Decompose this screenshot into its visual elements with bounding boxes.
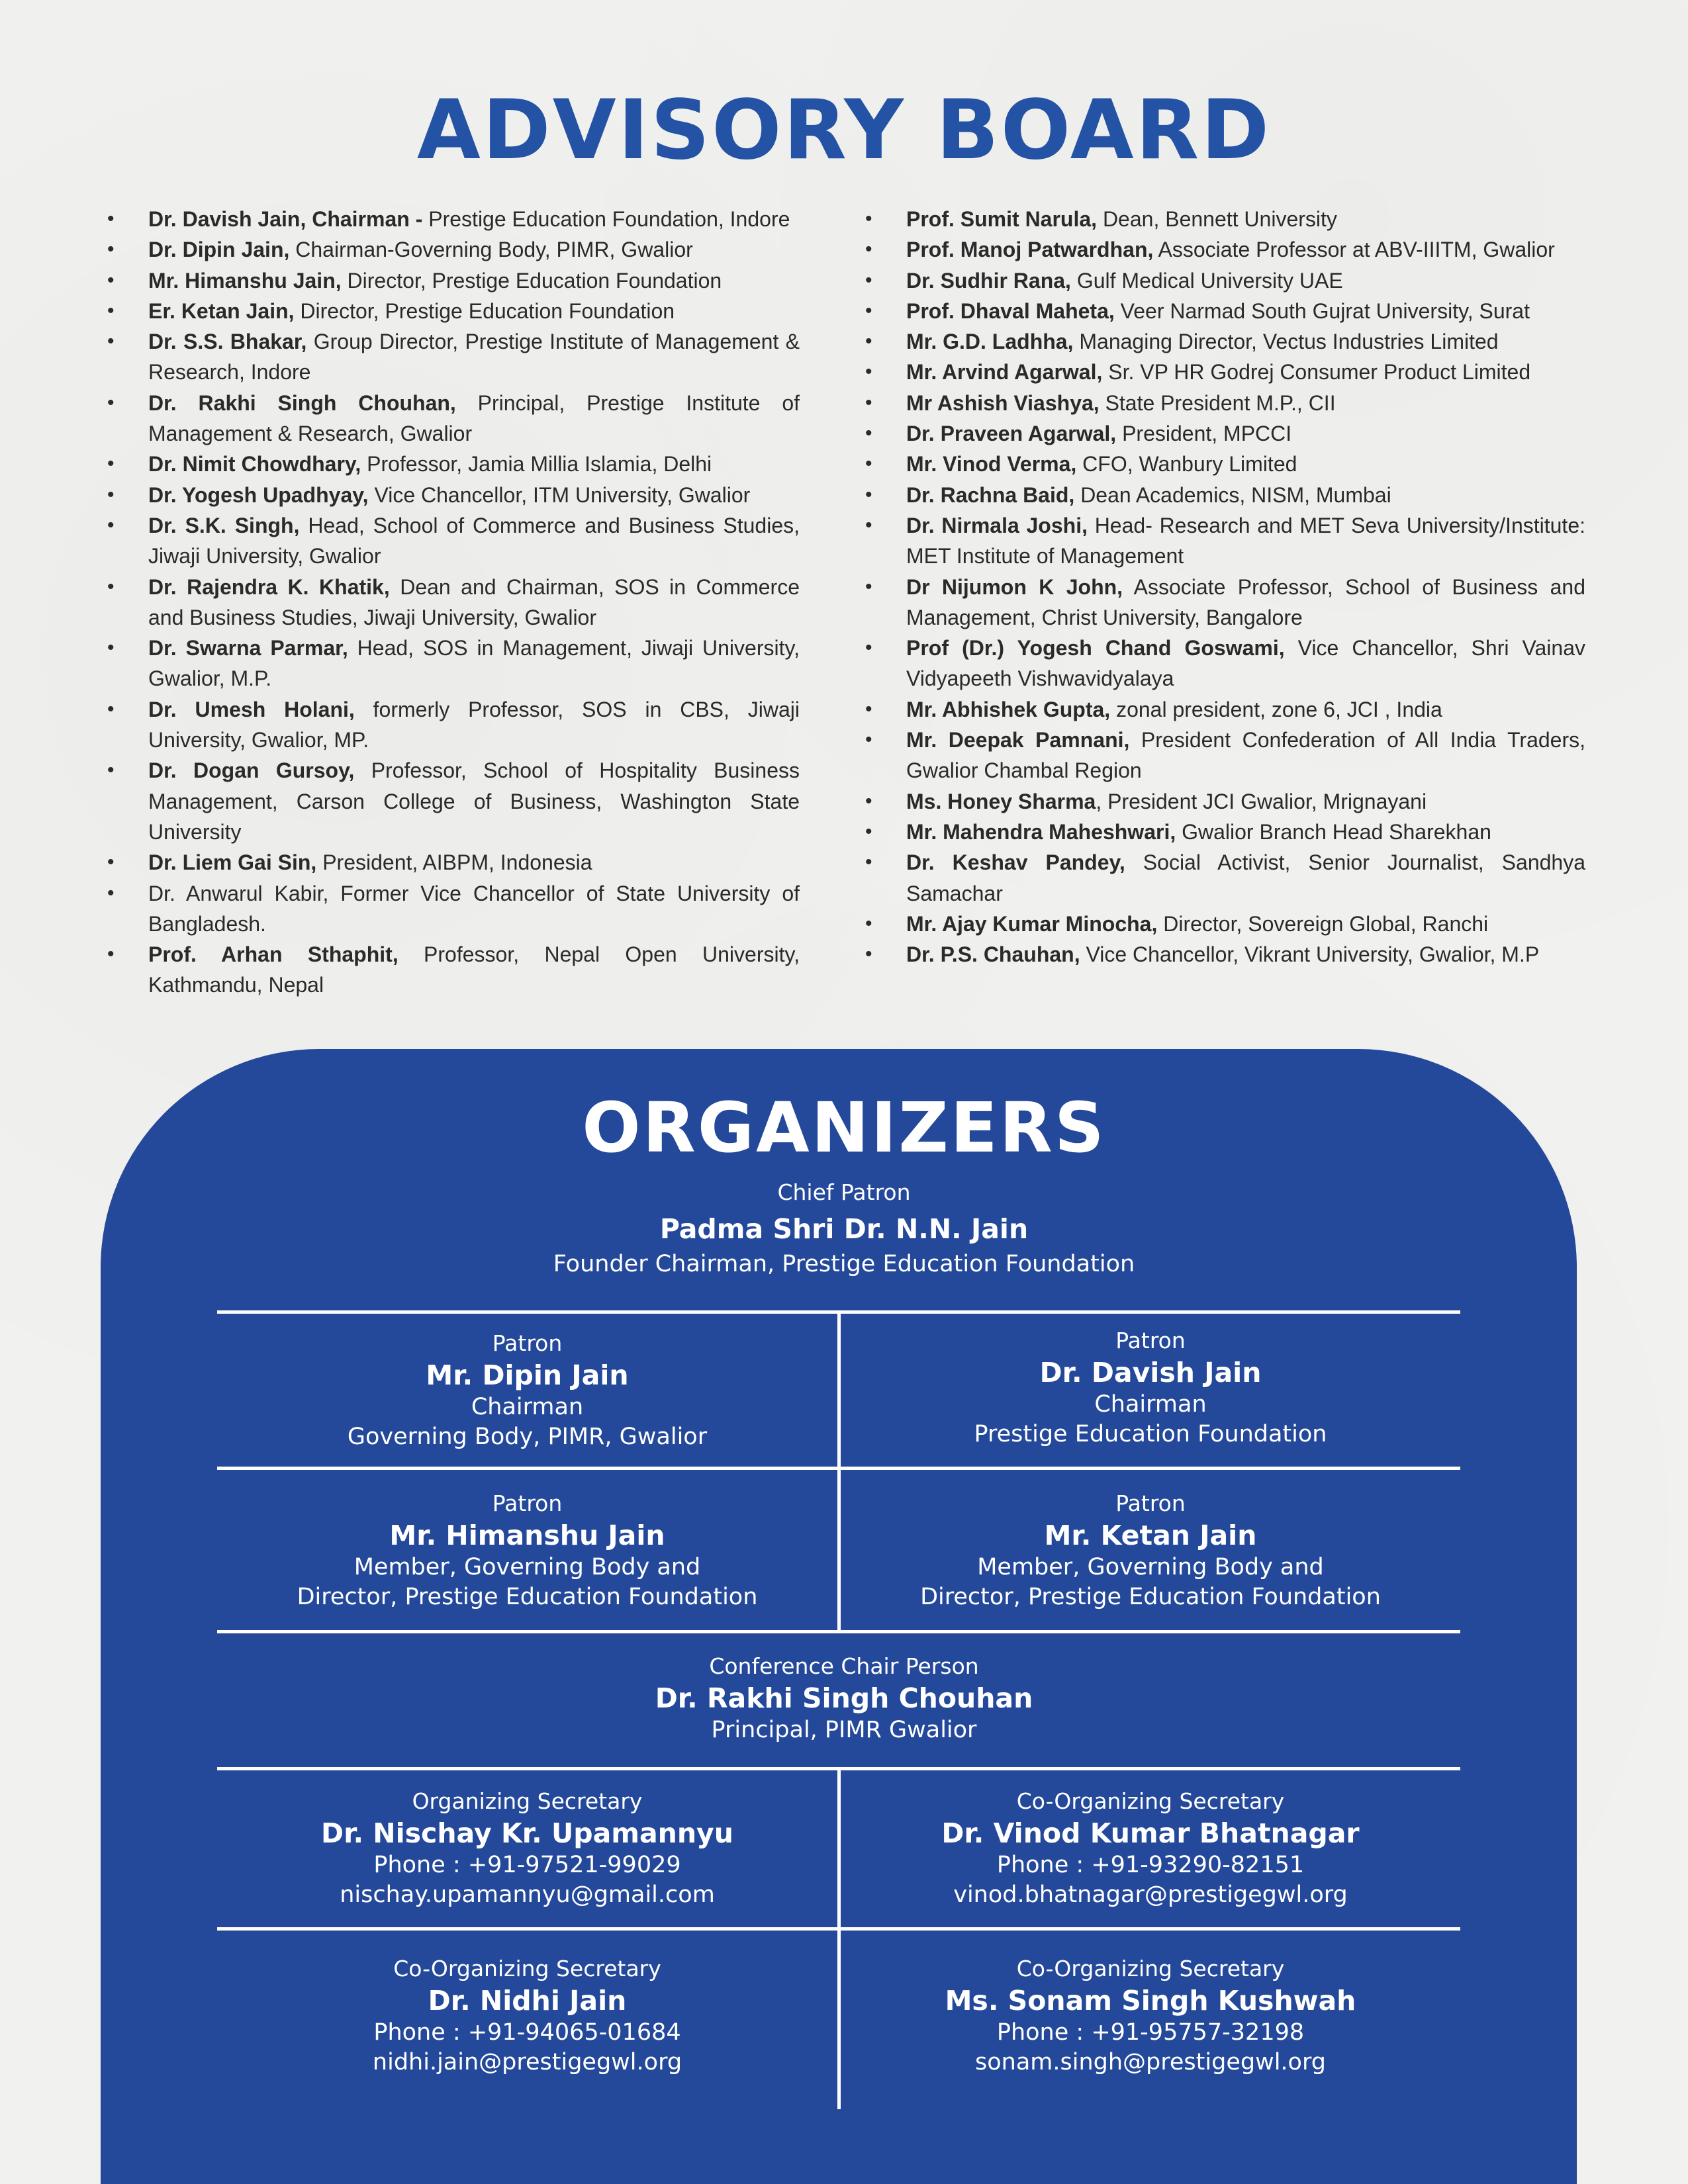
- member-name: Dr. P.S. Chauhan,: [906, 942, 1080, 967]
- secretary-email: vinod.bhatnagar@prestigegwl.org: [953, 1882, 1348, 1908]
- member-affiliation: Associate Professor at ABV-IIITM, Gwalior: [1153, 238, 1555, 262]
- conference-chair-title: Principal, PIMR Gwalior: [711, 1717, 977, 1743]
- bullet-icon: •: [865, 637, 872, 659]
- patron-name: Dr. Davish Jain: [1039, 1357, 1262, 1388]
- member-affiliation: Vice Chancellor, Vikrant University, Gwalior, M.P: [1080, 942, 1540, 967]
- member-name: Dr. Sudhir Rana,: [906, 268, 1071, 293]
- member-affiliation: Professor, Jamia Millia Islamia, Delhi: [361, 452, 712, 477]
- patron-card: [841, 1326, 1460, 1449]
- advisory-member: [865, 510, 1585, 572]
- secretary-card: [217, 1954, 837, 2077]
- advisory-list-right: [865, 204, 1585, 970]
- advisory-member: [107, 265, 800, 296]
- patron-name: Mr. Dipin Jain: [426, 1359, 629, 1391]
- patron-card: [217, 1329, 837, 1452]
- bullet-icon: •: [107, 208, 115, 230]
- member-name: Mr. Deepak Pamnani,: [906, 728, 1130, 752]
- bullet-icon: •: [865, 514, 872, 536]
- member-name: Dr. S.K. Singh,: [148, 513, 300, 537]
- member-affiliation: Dean and Chairman, SOS in Commerce and Business Studies, Jiwaji University, Gwalior: [148, 574, 800, 629]
- member-name: Dr. Nimit Chowdhary,: [148, 452, 361, 477]
- bullet-icon: •: [107, 330, 115, 353]
- advisory-member: [865, 326, 1585, 357]
- bullet-icon: •: [865, 330, 872, 353]
- bullet-icon: •: [107, 575, 115, 598]
- member-affiliation: President, MPCCI: [1116, 422, 1292, 446]
- secretary-email: nischay.upamannyu@gmail.com: [340, 1882, 715, 1908]
- secretary-role: Co-Organizing Secretary: [1016, 1956, 1285, 1981]
- member-name: Dr. Umesh Holani,: [148, 697, 355, 721]
- advisory-member: [107, 480, 800, 510]
- member-name: Dr. Nirmala Joshi,: [906, 513, 1088, 537]
- member-affiliation: Chairman-Governing Body, PIMR, Gwalior: [289, 238, 693, 262]
- patron-card: [841, 1489, 1460, 1612]
- patron-role: Patron: [1115, 1490, 1186, 1516]
- patron-designation: Member, Governing Body and: [353, 1554, 701, 1580]
- secretary-card: [841, 1787, 1460, 1910]
- member-name: Prof. Sumit Narula,: [906, 207, 1098, 231]
- member-affiliation: Professor, School of Hospitality Business Management, Carson College of Business, Washington State University: [148, 758, 800, 844]
- member-name: Prof (Dr.) Yogesh Chand Goswami,: [906, 636, 1285, 660]
- advisory-member: [107, 449, 800, 479]
- secretary-role: Co-Organizing Secretary: [1016, 1788, 1285, 1814]
- member-name: Mr. Arvind Agarwal,: [906, 360, 1103, 385]
- member-affiliation: Director, Sovereign Global, Ranchi: [1157, 911, 1489, 936]
- advisory-member: [865, 388, 1585, 418]
- bullet-icon: •: [865, 698, 872, 720]
- secretary-phone: Phone : +91-93290-82151: [996, 1852, 1305, 1878]
- advisory-member: [107, 755, 800, 847]
- patron-role: Patron: [1115, 1328, 1186, 1353]
- patron-organization: Director, Prestige Education Foundation: [920, 1584, 1381, 1610]
- member-affiliation: Social Activist, Senior Journalist, Sandhya Samachar: [906, 850, 1586, 905]
- advisory-member: [107, 388, 800, 449]
- member-name: Mr. G.D. Ladhha,: [906, 330, 1074, 354]
- member-name: Dr. Keshav Pandey,: [906, 850, 1125, 875]
- advisory-member: [107, 694, 800, 756]
- bullet-icon: •: [865, 943, 872, 966]
- member-affiliation: Head- Research and MET Seva University/Institute: MET Institute of Management: [906, 513, 1586, 569]
- member-affiliation: State President M.P., CII: [1099, 390, 1336, 415]
- member-affiliation: Prestige Education Foundation, Indore: [422, 207, 790, 231]
- bullet-icon: •: [107, 453, 115, 475]
- secretary-phone: Phone : +91-94065-01684: [373, 2019, 681, 2046]
- patron-role: Patron: [492, 1490, 563, 1516]
- advisory-member: [865, 786, 1585, 817]
- patron-designation: Member, Governing Body and: [977, 1554, 1324, 1580]
- member-affiliation: CFO, Wanbury Limited: [1076, 452, 1297, 477]
- member-affiliation: Head, School of Commerce and Business Studies, Jiwaji University, Gwalior: [148, 513, 800, 569]
- secretary-role: Organizing Secretary: [412, 1788, 643, 1814]
- secretary-name: Dr. Vinod Kumar Bhatnagar: [941, 1817, 1360, 1849]
- member-name: Dr. Praveen Agarwal,: [906, 422, 1117, 446]
- advisory-member: [107, 847, 800, 878]
- member-name: Prof. Manoj Patwardhan,: [906, 238, 1154, 262]
- member-affiliation: formerly Professor, SOS in CBS, Jiwaji University, Gwalior, MP.: [148, 697, 800, 752]
- member-affiliation: President, AIBPM, Indonesia: [316, 850, 592, 875]
- advisory-member: [865, 817, 1585, 847]
- member-affiliation: Dean Academics, NISM, Mumbai: [1074, 482, 1391, 507]
- advisory-member: [107, 939, 800, 1001]
- member-affiliation: Professor, Nepal Open University, Kathmandu, Nepal: [148, 942, 800, 997]
- patron-card: [217, 1489, 837, 1612]
- member-name: Dr. Davish Jain, Chairman -: [148, 207, 423, 231]
- member-affiliation: Vice Chancellor, ITM University, Gwalior: [368, 482, 751, 507]
- advisory-member: [107, 204, 800, 234]
- patron-organization: Director, Prestige Education Foundation: [297, 1584, 758, 1610]
- conference-chair-role: Conference Chair Person: [709, 1653, 979, 1679]
- member-name: Mr. Abhishek Gupta,: [906, 697, 1111, 721]
- advisory-member: [107, 296, 800, 326]
- patron-designation: Chairman: [471, 1394, 584, 1420]
- patron-designation: Chairman: [1094, 1391, 1207, 1418]
- member-name: Dr. S.S. Bhakar,: [148, 330, 307, 354]
- bullet-icon: •: [865, 208, 872, 230]
- secretary-name: Dr. Nidhi Jain: [428, 1985, 627, 2017]
- member-name: Mr. Mahendra Maheshwari,: [906, 819, 1176, 844]
- secretary-email: nidhi.jain@prestigegwl.org: [372, 2049, 682, 2075]
- bullet-icon: •: [107, 851, 115, 874]
- member-name: Mr. Ajay Kumar Minocha,: [906, 911, 1158, 936]
- bullet-icon: •: [865, 820, 872, 842]
- member-affiliation: Gulf Medical University UAE: [1070, 268, 1343, 293]
- advisory-member: [865, 296, 1585, 326]
- member-affiliation: Dean, Bennett University: [1097, 207, 1337, 231]
- member-name: Dr. Liem Gai Sin,: [148, 850, 317, 875]
- bullet-icon: •: [865, 361, 872, 383]
- advisory-member: [865, 694, 1585, 725]
- advisory-member: [107, 234, 800, 265]
- bullet-icon: •: [107, 514, 115, 536]
- secretary-email: sonam.singh@prestigegwl.org: [975, 2049, 1326, 2075]
- bullet-icon: •: [865, 851, 872, 874]
- member-name: Mr. Himanshu Jain,: [148, 268, 342, 293]
- advisory-member: [865, 357, 1585, 387]
- member-affiliation: Director, Prestige Education Foundation: [294, 298, 675, 323]
- secretary-card: [217, 1787, 837, 1910]
- advisory-member: [865, 909, 1585, 939]
- patron-name: Mr. Ketan Jain: [1044, 1520, 1257, 1551]
- advisory-member: [865, 204, 1585, 234]
- member-affiliation: Vice Chancellor, Shri Vainav Vidyapeeth Vishwavidyalaya: [906, 636, 1585, 691]
- advisory-member: [865, 725, 1585, 786]
- member-affiliation: Sr. VP HR Godrej Consumer Product Limited: [1102, 360, 1531, 385]
- bullet-icon: •: [107, 759, 115, 782]
- member-name: Dr. Rakhi Singh Chouhan,: [148, 390, 456, 415]
- member-affiliation: Director, Prestige Education Foundation: [341, 268, 722, 293]
- member-name: Dr. Rachna Baid,: [906, 482, 1075, 507]
- bullet-icon: •: [865, 269, 872, 291]
- bullet-icon: •: [107, 483, 115, 506]
- bullet-icon: •: [865, 453, 872, 475]
- advisory-board-title: ADVISORY BOARD: [416, 83, 1272, 178]
- advisory-member: [107, 572, 800, 633]
- bullet-icon: •: [865, 238, 872, 261]
- advisory-member: [865, 418, 1585, 449]
- member-affiliation: Dr. Anwarul Kabir, Former Vice Chancellor of State University of Bangladesh.: [148, 881, 800, 936]
- advisory-member: [107, 878, 800, 940]
- bullet-icon: •: [865, 912, 872, 934]
- member-affiliation: Group Director, Prestige Institute of Management & Research, Indore: [148, 330, 800, 385]
- advisory-member: [107, 633, 800, 694]
- bullet-icon: •: [107, 299, 115, 322]
- member-affiliation: Associate Professor, School of Business and Management, Christ University, Bangalore: [906, 574, 1586, 629]
- patron-organization: Prestige Education Foundation: [974, 1421, 1327, 1447]
- bullet-icon: •: [865, 299, 872, 322]
- organizers-title: ORGANIZERS: [582, 1087, 1106, 1168]
- member-affiliation: Veer Narmad South Gujrat University, Surat: [1114, 298, 1530, 323]
- patron-organization: Governing Body, PIMR, Gwalior: [347, 1424, 708, 1450]
- member-name: Prof. Dhaval Maheta,: [906, 298, 1115, 323]
- bullet-icon: •: [107, 391, 115, 414]
- member-name: Er. Ketan Jain,: [148, 298, 295, 323]
- member-name: Dr. Yogesh Upadhyay,: [148, 482, 369, 507]
- member-name: Dr. Dogan Gursoy,: [148, 758, 355, 783]
- bullet-icon: •: [107, 882, 115, 904]
- member-affiliation: Head, SOS in Management, Jiwaji University, Gwalior, M.P.: [148, 636, 800, 691]
- secretary-phone: Phone : +91-95757-32198: [996, 2019, 1305, 2046]
- secretary-card: [841, 1954, 1460, 2077]
- member-affiliation: Gwalior Branch Head Sharekhan: [1176, 819, 1491, 844]
- advisory-member: [865, 449, 1585, 479]
- advisory-member: [865, 572, 1585, 633]
- member-affiliation: Managing Director, Vectus Industries Limited: [1073, 330, 1499, 354]
- member-affiliation: , President JCI Gwalior, Mrignayani: [1096, 789, 1427, 813]
- member-name: Ms. Honey Sharma: [906, 789, 1096, 813]
- advisory-member: [107, 326, 800, 388]
- member-name: Mr Ashish Viashya,: [906, 390, 1100, 415]
- advisory-member: [865, 234, 1585, 265]
- bullet-icon: •: [865, 483, 872, 506]
- advisory-list-left: [107, 204, 800, 1001]
- advisory-member: [865, 633, 1585, 694]
- chief-patron-name: Padma Shri Dr. N.N. Jain: [659, 1213, 1029, 1245]
- member-name: Prof. Arhan Sthaphit,: [148, 942, 399, 967]
- chief-patron-role: Chief Patron: [777, 1179, 911, 1205]
- bullet-icon: •: [865, 575, 872, 598]
- member-name: Dr. Rajendra K. Khatik,: [148, 574, 390, 599]
- chief-patron-title: Founder Chairman, Prestige Education Foundation: [553, 1251, 1135, 1277]
- member-affiliation: zonal president, zone 6, JCI , India: [1110, 697, 1442, 721]
- conference-chair-name: Dr. Rakhi Singh Chouhan: [655, 1682, 1033, 1714]
- member-name: Dr. Swarna Parmar,: [148, 636, 348, 660]
- secretary-phone: Phone : +91-97521-99029: [373, 1852, 681, 1878]
- bullet-icon: •: [107, 269, 115, 291]
- bullet-icon: •: [865, 729, 872, 751]
- advisory-member: [107, 510, 800, 572]
- bullet-icon: •: [865, 790, 872, 812]
- advisory-member: [865, 480, 1585, 510]
- member-affiliation: Principal, Prestige Institute of Management & Research, Gwalior: [148, 390, 800, 446]
- advisory-member: [865, 265, 1585, 296]
- bullet-icon: •: [865, 391, 872, 414]
- chief-patron: [0, 1177, 1688, 1279]
- patron-name: Mr. Himanshu Jain: [389, 1520, 665, 1551]
- secretary-name: Ms. Sonam Singh Kushwah: [945, 1985, 1356, 2017]
- member-name: Dr. Dipin Jain,: [148, 238, 290, 262]
- bullet-icon: •: [107, 943, 115, 966]
- member-name: Dr Nijumon K John,: [906, 574, 1123, 599]
- bullet-icon: •: [107, 238, 115, 261]
- advisory-member: [865, 939, 1585, 970]
- bullet-icon: •: [107, 637, 115, 659]
- bullet-icon: •: [107, 698, 115, 720]
- divider: [217, 1630, 1460, 1633]
- member-affiliation: President Confederation of All India Traders, Gwalior Chambal Region: [906, 728, 1585, 783]
- member-name: Mr. Vinod Verma,: [906, 452, 1077, 477]
- secretary-role: Co-Organizing Secretary: [393, 1956, 661, 1981]
- advisory-member: [865, 847, 1585, 909]
- conference-chair: [0, 1652, 1688, 1745]
- secretary-name: Dr. Nischay Kr. Upamannyu: [321, 1817, 733, 1849]
- bullet-icon: •: [865, 422, 872, 445]
- patron-role: Patron: [492, 1330, 563, 1356]
